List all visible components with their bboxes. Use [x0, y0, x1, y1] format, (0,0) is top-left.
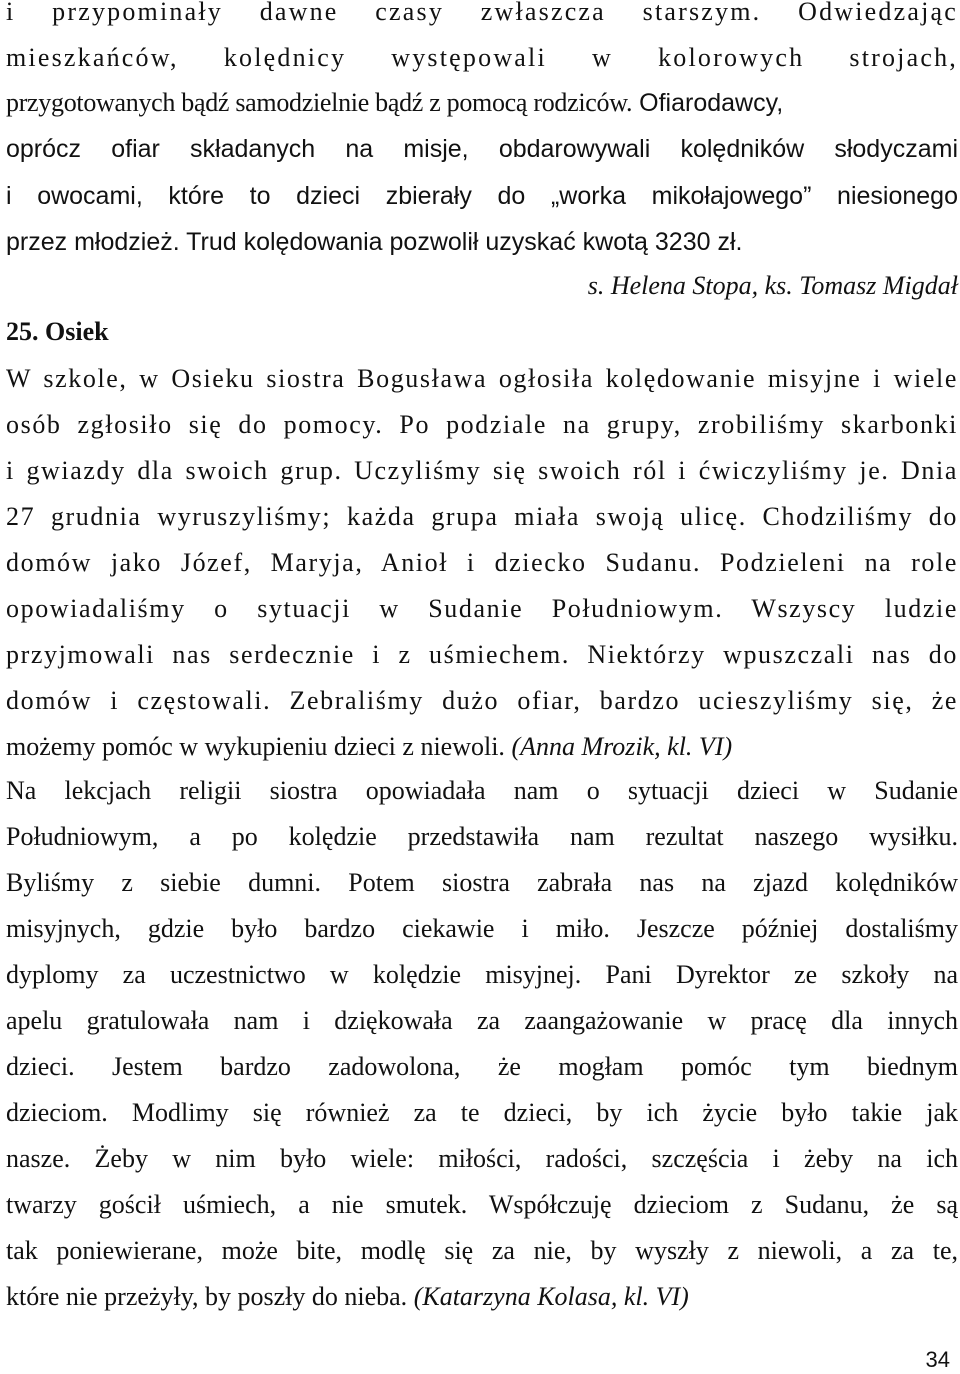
page-number: 34 [925, 1347, 950, 1372]
text-line: nasze. Żeby w nim było wiele: miłości, radości, szczęścia i żeby na ich [6, 1144, 958, 1173]
text-line: W szkole, w Osieku siostra Bogusława ogłosiła kolędowanie misyjne i wiele [6, 364, 958, 393]
text-line: apelu gratulowała nam i dziękowała za zaangażowanie w pracę dla innych [6, 1006, 958, 1035]
text-span: Ofiarodawcy, [632, 89, 784, 117]
text-line: Południowym, a po kolędzie przedstawiła nam rezultat naszego wysiłku. [6, 822, 958, 851]
text-line: twarzy gościł uśmiech, a nie smutek. Współczuję dzieciom z Sudanu, że są [6, 1190, 958, 1219]
signature: s. Helena Stopa, ks. Tomasz Migdał [587, 271, 958, 300]
text-span: możemy pomóc w wykupieniu dzieci z niewoli. [6, 732, 512, 761]
author-credit: (Anna Mrozik, kl. VI) [511, 732, 733, 761]
text-line: 27 grudnia wyruszyliśmy; każda grupa miała swoją ulicę. Chodziliśmy do [6, 502, 958, 531]
text-span: które nie przeżyły, by poszły do nieba. [6, 1282, 414, 1311]
text-line [6, 731, 958, 763]
text-line [6, 1281, 958, 1313]
text-line: i owocami, które to dzieci zbierały do „worka mikołajowego” niesionego [6, 182, 958, 210]
text-line: domów jako Józef, Maryja, Anioł i dziecko Sudanu. Podzieleni na role [6, 548, 958, 577]
text-line: przez młodzież. Trud kolędowania pozwolił uzyskać kwotą 3230 zł. [6, 228, 743, 256]
text-span: przygotowanych bądź samodzielnie bądź z pomocą rodziców. [6, 88, 633, 117]
text-line: mieszkańców, kolędnicy występowali w kolorowych strojach, [6, 43, 958, 72]
text-line: domów i częstowali. Zebraliśmy dużo ofiar, bardzo ucieszyliśmy się, że [6, 686, 958, 715]
text-line: Byliśmy z siebie dumni. Potem siostra zabrała nas na zjazd kolędników [6, 868, 958, 897]
text-line: opowiadaliśmy o sytuacji w Sudanie Południowym. Wszyscy ludzie [6, 594, 958, 623]
text-line: i przypominały dawne czasy zwłaszcza starszym. Odwiedzając [6, 0, 958, 26]
text-line: dzieci. Jestem bardzo zadowolona, że mogłam pomóc tym biednym [6, 1052, 958, 1081]
text-line: Na lekcjach religii siostra opowiadała nam o sytuacji dzieci w Sudanie [6, 776, 958, 805]
text-line: i gwiazdy dla swoich grup. Uczyliśmy się swoich ról i ćwiczyliśmy je. Dnia [6, 456, 958, 485]
author-credit: (Katarzyna Kolasa, kl. VI) [413, 1282, 689, 1311]
text-line: misyjnych, gdzie było bardzo ciekawie i miło. Jeszcze później dostaliśmy [6, 914, 958, 943]
text-line: dyplomy za uczestnictwo w kolędzie misyjnej. Pani Dyrektor ze szkoły na [6, 960, 958, 989]
text-line: przyjmowali nas serdecznie i z uśmiechem. Niektórzy wpuszczali nas do [6, 640, 958, 669]
text-line: tak poniewierane, może bite, modlę się za nie, by wyszły z niewoli, a za te, [6, 1236, 958, 1265]
text-line: dzieciom. Modlimy się również za te dzieci, by ich życie było takie jak [6, 1098, 958, 1127]
section-heading: 25. Osiek [6, 317, 109, 346]
text-line: osób zgłosiło się do pomocy. Po podziale na grupy, zrobiliśmy skarbonki [6, 410, 958, 439]
text-line: oprócz ofiar składanych na misje, obdarowywali kolędników słodyczami [6, 135, 958, 163]
text-line [6, 87, 958, 119]
